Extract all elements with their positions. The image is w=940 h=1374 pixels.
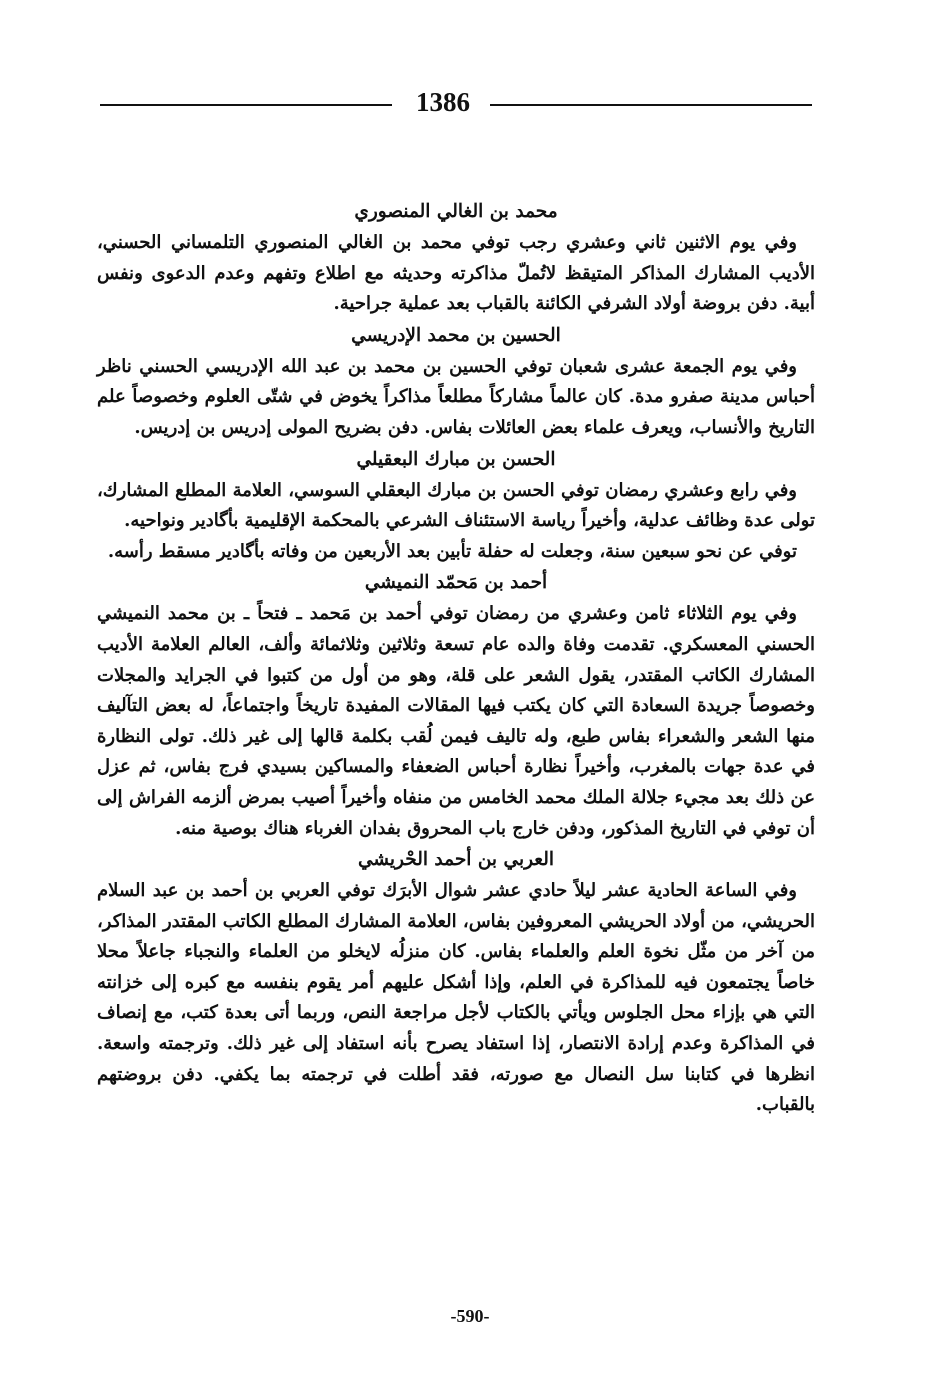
entry-numayshi [97,567,815,844]
header-rule-left [100,104,392,106]
entry-mansouri [97,196,815,320]
page-body [97,196,815,1121]
page-footer-number: -590- [450,1306,490,1326]
entry-paragraph: وفي الساعة الحادية عشر ليلاً حادي عشر شوال الأبرَك توفي العربي بن أحمد بن عبد السلام الحريشي، من أولاد الحريشي المعروفين بفاس، العلامة المشارك المطلع الكاتب المقتدر المذاكر، من آخر من مثّل نخوة العلم والعلماء بفاس. كان منزلُه لايخلو من العلماء والنجباء جاعلاً محلا خاصاً يجتمعون فيه للمذاكرة في العلم، وإذا أشكل عليهم أمر يقوم بنفسه مع كبره إلى خزانته التي هي بإزاء محل الجلوس ويأتي بالكتاب لأجل مراجعة النص، وربما أتى بعدة كتب، مع إنصاف في المذاكرة وعدم إرادة الانتصار، إذا استفاد يصرح بأنه استفاد إلى غير ذلك. وترجمته واسعة. انظرها في كتابنا سل النصال مع صورته، فقد أطلت في ترجمته بما يكفي. دفن بروضتهم بالقباب. [97,880,815,1116]
page-header [100,84,812,124]
entry-title: محمد بن الغالي المنصوري [354,201,558,222]
entry-idrisi [97,320,815,444]
entry-title: الحسين بن محمد الإدريسي [351,324,561,346]
entry-title: أحمد بن مَحمّد النميشي [364,572,548,594]
entry-title: الحسن بن مبارك البعقيلي [356,448,556,470]
entry-paragraph: وفي رابع وعشري رمضان توفي الحسن بن مبارك البعقلي السوسي، العلامة المطلع المشارك، تولى عدة وظائف عدلية، وأخيراً رياسة الاستئناف الشرعي بالمحكمة الإقليمية بأگادير ونواحيه. [97,479,815,532]
entry-paragraph: وفي يوم الثلاثاء ثامن وعشري من رمضان توفي أحمد بن مَحمد ـ فتحاً ـ بن محمد النميشي الحسني المعسكري. تقدمت وفاة والده عام تسعة وثلاثين وثلاثمائة وألف، العالم العلامة الأديب المشارك الكاتب المقتدر، يقول الشعر على قلة، وهو من أول من كتبوا في الجرايد والمجلات وخصوصاً جريدة السعادة التي كان يكتب فيها المقالات المفيدة تاريخاً واجتماعاً، له بعض التآليف منها الشعر والشعراء بفاس طبع، وله تاليف فيمن لُقب بكلمة قالها إلى غير ذلك. تولى النظارة في عدة جهات بالمغرب، وأخيراً نظارة أحباس الضعفاء والمساكين بسيدي فرج بفاس، ثم عزل عن ذلك بعد مجيء جلالة الملك محمد الخامس من منفاه وأخيراً أصيب بمرض ألزمه الفراش إلى أن توفي في التاريخ المذكور، ودفن خارج باب المحروق بفدان الغرباء هناك بوصية منه. [97,603,815,839]
entry-title: العربي بن أحمد الحْريشي [357,849,554,871]
entry-harishi [97,844,815,1121]
entry-paragraph: وفي يوم الجمعة عشرى شعبان توفي الحسين بن محمد بن عبد الله الإدريسي الحسني ناظر أحباس مدينة صفرو مدة. كان عالماً مشاركاً مطلعاً مذاكراً يخوض في شتّى العلوم وخصوصاً علم التاريخ والأنساب، ويعرف علماء بعض العائلات بفاس. دفن بضريح المولى إدريس بن إدريس. [97,355,815,438]
entry-paragraph: توفي عن نحو سبعين سنة، وجعلت له حفلة تأبين بعد الأربعين من وفاته بأگادير مسقط رأسه. [107,540,797,562]
header-rule-right [490,104,812,106]
entry-paragraph: وفي يوم الاثنين ثاني وعشري رجب توفي محمد بن الغالي المنصوري التلمساني الحسني، الأديب المشارك المذاكر المتيقظ لاتُملّ مذاكرته وحديثه مع اطلاع وتفهم وعدم الدعوى ونفس أبية. دفن بروضة أولاد الشرفي الكائنة بالقباب بعد عملية جراحية. [97,232,815,315]
entry-baaqili [97,444,815,568]
page-number: 1386 [416,87,470,117]
